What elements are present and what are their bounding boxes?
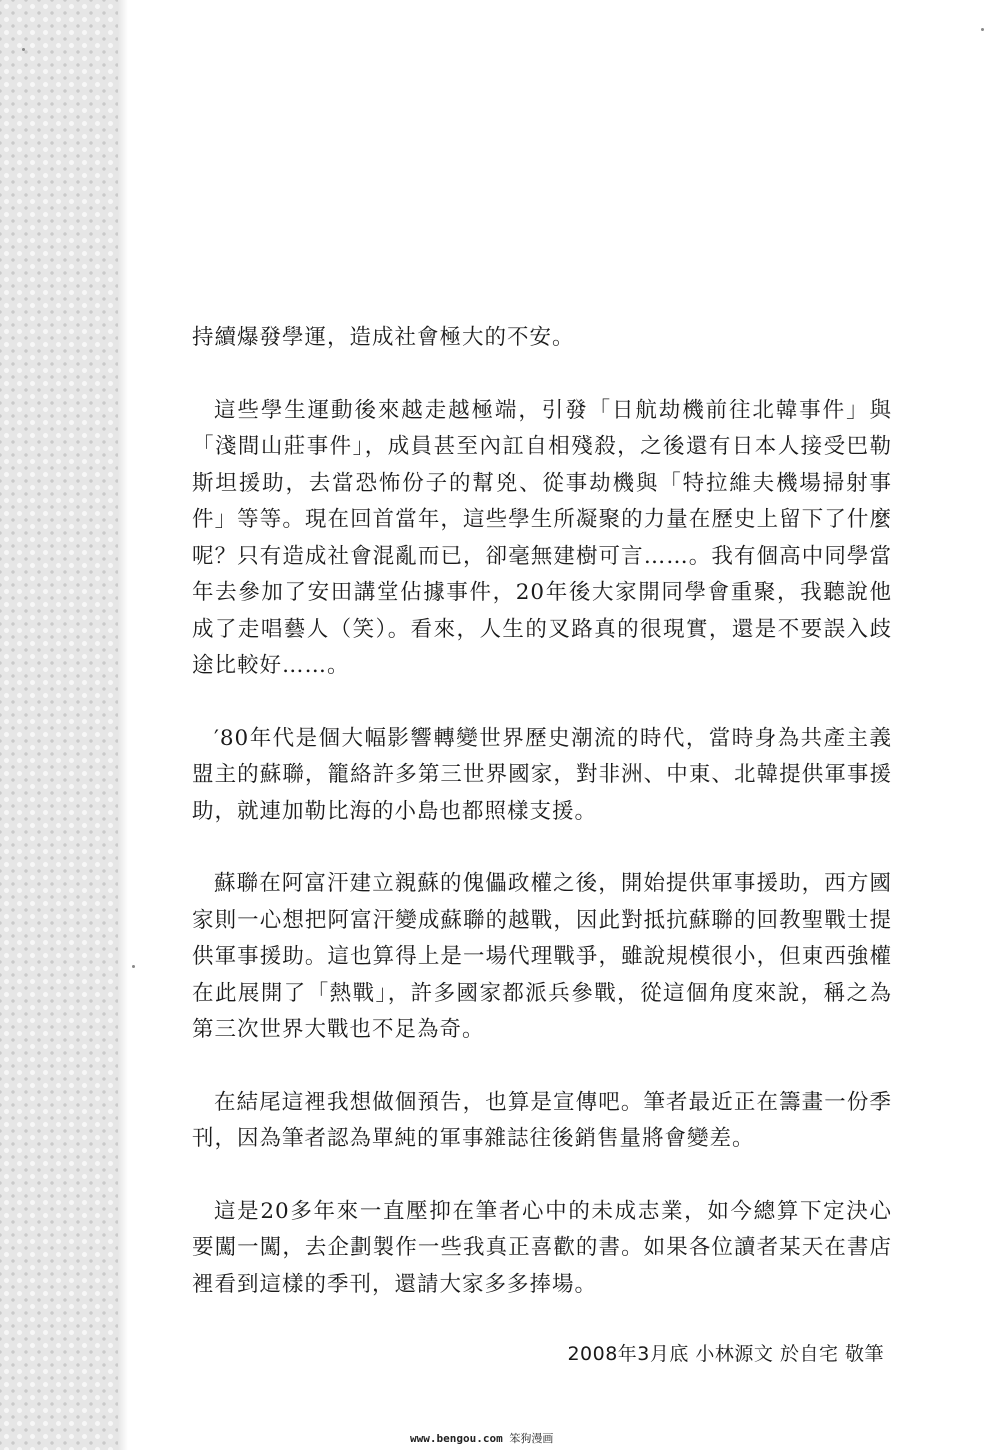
scan-speck [132, 965, 135, 968]
paragraph-5: 在結尾這裡我想做個預告，也算是宣傳吧。筆者最近正在籌畫一份季刊，因為筆者認為單純的軍事雜誌往後銷售量將會變差。 [192, 1089, 892, 1151]
paragraph-1: 持續爆發學運，造成社會極大的不安。 [192, 325, 575, 350]
scan-speck [981, 28, 984, 31]
author-signature: 2008年3月底 小林源文 於自宅 敬筆 [567, 1343, 884, 1365]
paragraph-2: 這些學生運動後來越走越極端，引發「日航劫機前往北韓事件」與「淺間山莊事件」，成員甚至內訌自相殘殺，之後還有日本人接受巴勒斯坦援助，去當恐怖份子的幫兇、從事劫機與「特拉維夫機場掃射事件」等等。現在回首當年，這些學生所凝聚的力量在歷史上留下了什麼呢？只有造成社會混亂而已，卻毫無建樹可言……。我有個高中同學當年去參加了安田講堂佔據事件，20年後大家開同學會重聚，我聽說他成了走唱藝人（笑）。看來，人生的叉路真的很現實，還是不要誤入歧途比較好……。 [192, 397, 892, 678]
scan-speck [22, 48, 25, 51]
article-body [192, 320, 892, 1369]
paragraph-6: 這是20多年來一直壓抑在筆者心中的未成志業，如今總算下定決心要闖一闖，去企劃製作一些我真正喜歡的書。如果各位讀者某天在書店裡看到這樣的季刊，還請大家多多捧場。 [192, 1198, 892, 1297]
decorative-side-strip [0, 0, 118, 1450]
footer-site-name: 笨狗漫画 [509, 1432, 554, 1445]
paragraph-3: ′80年代是個大幅影響轉變世界歷史潮流的時代，當時身為共產主義盟主的蘇聯，籠絡許多第三世界國家，對非洲、中東、北韓提供軍事援助，就連加勒比海的小島也都照樣支援。 [192, 725, 892, 824]
paragraph-4: 蘇聯在阿富汗建立親蘇的傀儡政權之後，開始提供軍事援助，西方國家則一心想把阿富汗變成蘇聯的越戰，因此對抵抗蘇聯的回教聖戰士提供軍事援助。這也算得上是一場代理戰爭，雖說規模很小，但東西強權在此展開了「熱戰」，許多國家都派兵參戰，從這個角度來說，稱之為第三次世界大戰也不足為奇。 [192, 871, 892, 1042]
page-footer [410, 1432, 553, 1446]
footer-url: www.bengou.com [410, 1432, 503, 1445]
